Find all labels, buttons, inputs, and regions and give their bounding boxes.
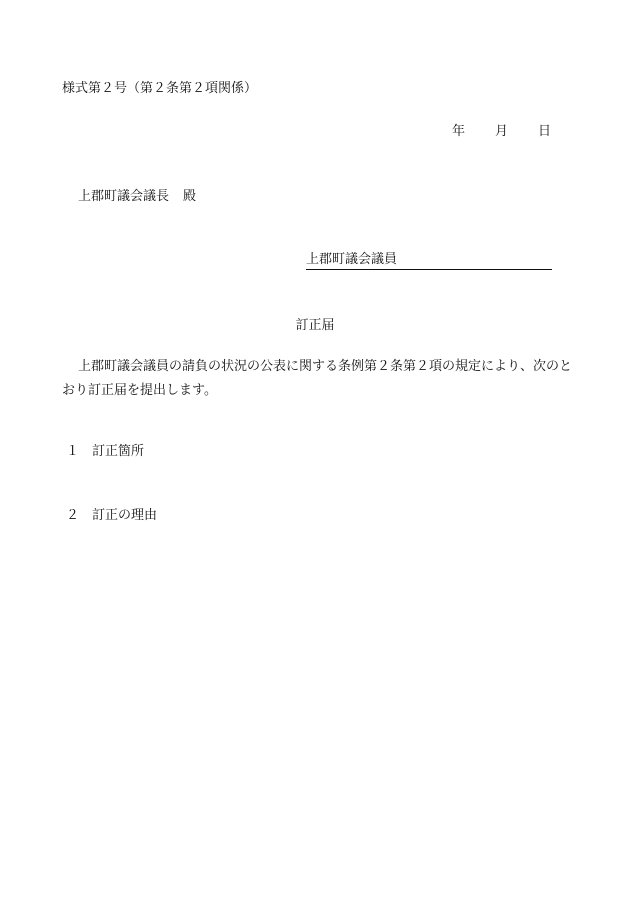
date-day: 日 (538, 124, 552, 139)
section-label: 訂正箇所 (92, 444, 145, 459)
body-text (62, 355, 582, 403)
submitter-line (306, 252, 552, 270)
section-label: 訂正の理由 (92, 508, 158, 523)
date-month: 月 (495, 124, 509, 139)
section-item (66, 444, 144, 460)
date-year: 年 (452, 124, 466, 139)
section-item (66, 508, 157, 524)
addressee (78, 189, 196, 205)
document-title: 訂正届 (295, 318, 335, 333)
body-text-content: 上郡町議会議員の請負の状況の公表に関する条例第２条第２項の規定により、次のとおり訂正届を提出します。 (62, 359, 573, 398)
date-line (452, 124, 551, 140)
section-number: １ (66, 444, 80, 459)
form-number: 様式第２号（第２条第２項関係） (62, 81, 258, 96)
addressee-honorific: 殿 (183, 189, 197, 204)
submitter-label: 上郡町議会議員 (306, 252, 398, 267)
section-number: ２ (66, 508, 80, 523)
addressee-title: 上郡町議会議長 (78, 189, 170, 204)
